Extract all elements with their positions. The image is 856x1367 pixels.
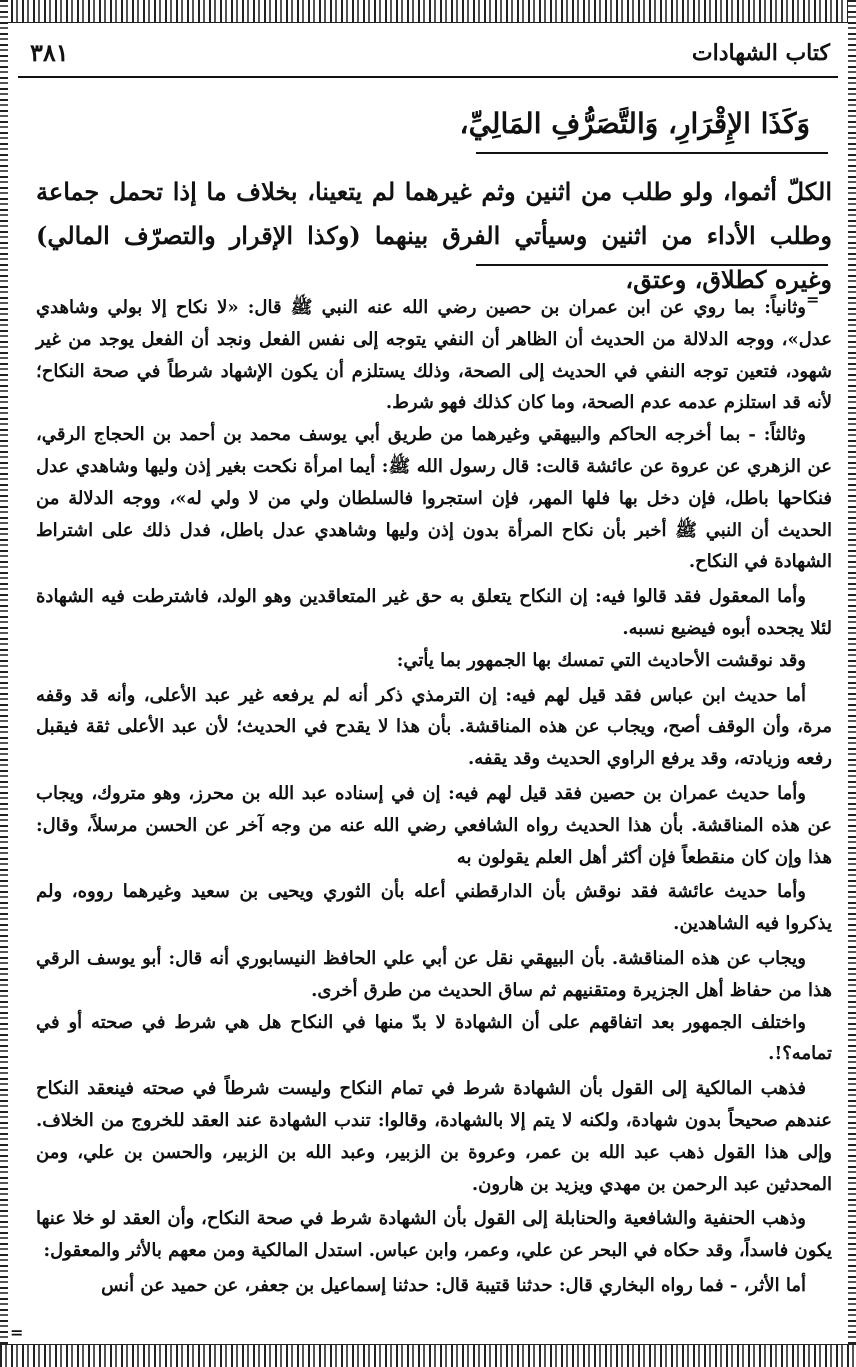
decorative-border-right xyxy=(848,0,856,1367)
continuation-marker-top: = xyxy=(806,290,820,309)
sharh-block xyxy=(36,170,832,302)
footnote-paragraph: وذهب الحنفية والشافعية والحنابلة إلى القول بأن الشهادة شرط في صحة النكاح، وأن العقد لو خلا عنها يكون فاسداً، وقد حكاه في البحر عن علي، وعمر، وابن عباس. استدل المالكية ومن معهم بالأثر والمعقول: xyxy=(36,1208,832,1262)
footnote-paragraph: وثانياً: بما روي عن ابن عمران بن حصين رضي الله عنه النبي ﷺ قال: «لا نكاح إلا بولي وشاهدي عدل»، ووجه الدلالة من الحديث أن الظاهر أن النفي يتوجه إلى نفس الفعل ونجد أن الفعل يوجد من غير شهود، فتعين توجه النفي في الحديث إلى الصحة، وذلك يستلزم أن يكون الإشهاد شرطاً في صحة النكاح؛ لأنه قد استلزم عدمه عدم الصحة، وما كان كذلك فهو شرط. xyxy=(36,297,832,414)
footnote-paragraph: واختلف الجمهور بعد اتفاقهم على أن الشهادة لا بدّ منها في النكاح هل هي شرط في صحته أو في تمامه؟!. xyxy=(36,1011,832,1065)
footnote-paragraph: أما حديث ابن عباس فقد قيل لهم فيه: إن الترمذي ذكر أنه لم يرفعه غير عبد الأعلى، وأنه قد وقفه مرة، وأن الوقف أصح، ويجاب عن هذه المناقشة. بأن هذا لا يقدح في الحديث؛ لأن عبد الأعلى ثقة فيقبل رفعه وزيادته، وقد يرفع الراوي الحديث وقد يقفه. xyxy=(36,684,832,770)
matn-text: وَكَذَا الإِقْرَارِ، وَالتَّصَرُّفِ المَالِيِّ، xyxy=(459,107,810,140)
footnote-paragraph: وأما حديث عائشة فقد نوقش بأن الدارقطني أعله بأن الثوري ويحيى بن سعيد وغيرهما رووه، ولم يذكروا فيه الشاهدين. xyxy=(36,881,832,935)
chapter-title: كتاب الشهادات xyxy=(691,40,830,66)
footnote-paragraph: وقد نوقشت الأحاديث التي تمسك بها الجمهور بما يأتي: xyxy=(396,649,806,671)
decorative-border-left xyxy=(0,0,8,1367)
matn-divider xyxy=(476,152,828,154)
footnote-paragraph: ويجاب عن هذه المناقشة. بأن البيهقي نقل عن أبي علي الحافظ النيسابوري أنه قال: أبو يوسف الرقي هذا من حفاظ أهل الجزيرة ومتقنيهم ثم ساق الحديث من طرق أخرى. xyxy=(36,947,832,1001)
footnote-paragraph: أما الأثر، - فما رواه البخاري قال: حدثنا قتيبة قال: حدثنا إسماعيل بن جعفر، عن حميد عن أنس xyxy=(101,1274,806,1296)
footnote-paragraph: وأما المعقول فقد قالوا فيه: إن النكاح يتعلق به حق غير المتعاقدين وهو الولد، فاشترطت فيه الشهادة لئلا يجحده أبوه فيضيع نسبه. xyxy=(36,586,832,639)
continuation-marker-bottom: = xyxy=(10,1323,24,1342)
footnote-paragraph: وأما حديث عمران بن حصين فقد قيل لهم فيه: إن في إسناده عبد الله بن محرز، وهو متروك، ويجاب عن هذه المناقشة. بأن هذا الحديث رواه الشافعي رضي الله عنه من وجه آخر عن الحسن مرسلاً، وقال: هذا وإن كان منقطعاً فإن أكثر أهل العلم يقولون به xyxy=(36,782,832,868)
footnote-paragraph: فذهب المالكية إلى القول بأن الشهادة شرط في تمام النكاح وليست شرطاً في صحته فينعقد النكاح عندهم صحيحاً بدون شهادة، ولكنه لا يتم إلا بالشهادة، وقالوا: تندب الشهادة عند العقد للخروج من الخلاف. وإلى هذا القول ذهب عبد الله بن عمر، وعروة بن الزبير، وعبد الله بن الزبير، والحسن بن علي، ومن المحدثين عبد الرحمن بن مهدي ويزيد بن هارون. xyxy=(36,1078,832,1195)
sharh-text: الكلّ أثموا، ولو طلب من اثنين وثم غيرهما لم يتعينا، بخلاف ما إذا تحمل جماعة وطلب الأداء من اثنين وسيأتي الفرق بينهما (وكذا الإقرار والتصرّف المالي) وغيره كطلاق، وعتق، xyxy=(36,177,832,294)
page-header xyxy=(18,36,838,78)
footnote-divider xyxy=(476,264,828,266)
decorative-border-top xyxy=(0,0,856,23)
footnotes-block xyxy=(36,292,832,1302)
page-number: ٣٨١ xyxy=(30,38,69,67)
decorative-border-bottom xyxy=(0,1344,856,1367)
footnote-paragraph: وثالثاً: - بما أخرجه الحاكم والبيهقي وغيرهما من طريق أبي يوسف محمد بن أحمد بن الحجاج الرقي، عن الزهري عن عروة عن عائشة قالت: قال رسول الله ﷺ: أيما امرأة نكحت بغير إذن وليها وشاهدي عدل فنكاحها باطل، فإن دخل بها فلها المهر، فإن استجروا فالسلطان ولي من لا ولي له»، ووجه الدلالة من الحديث أن النبي ﷺ أخبر بأن نكاح المرأة بدون إذن وليها وشاهدي عدل باطل، فدل ذلك على اشتراط الشهادة في النكاح. xyxy=(36,424,833,573)
